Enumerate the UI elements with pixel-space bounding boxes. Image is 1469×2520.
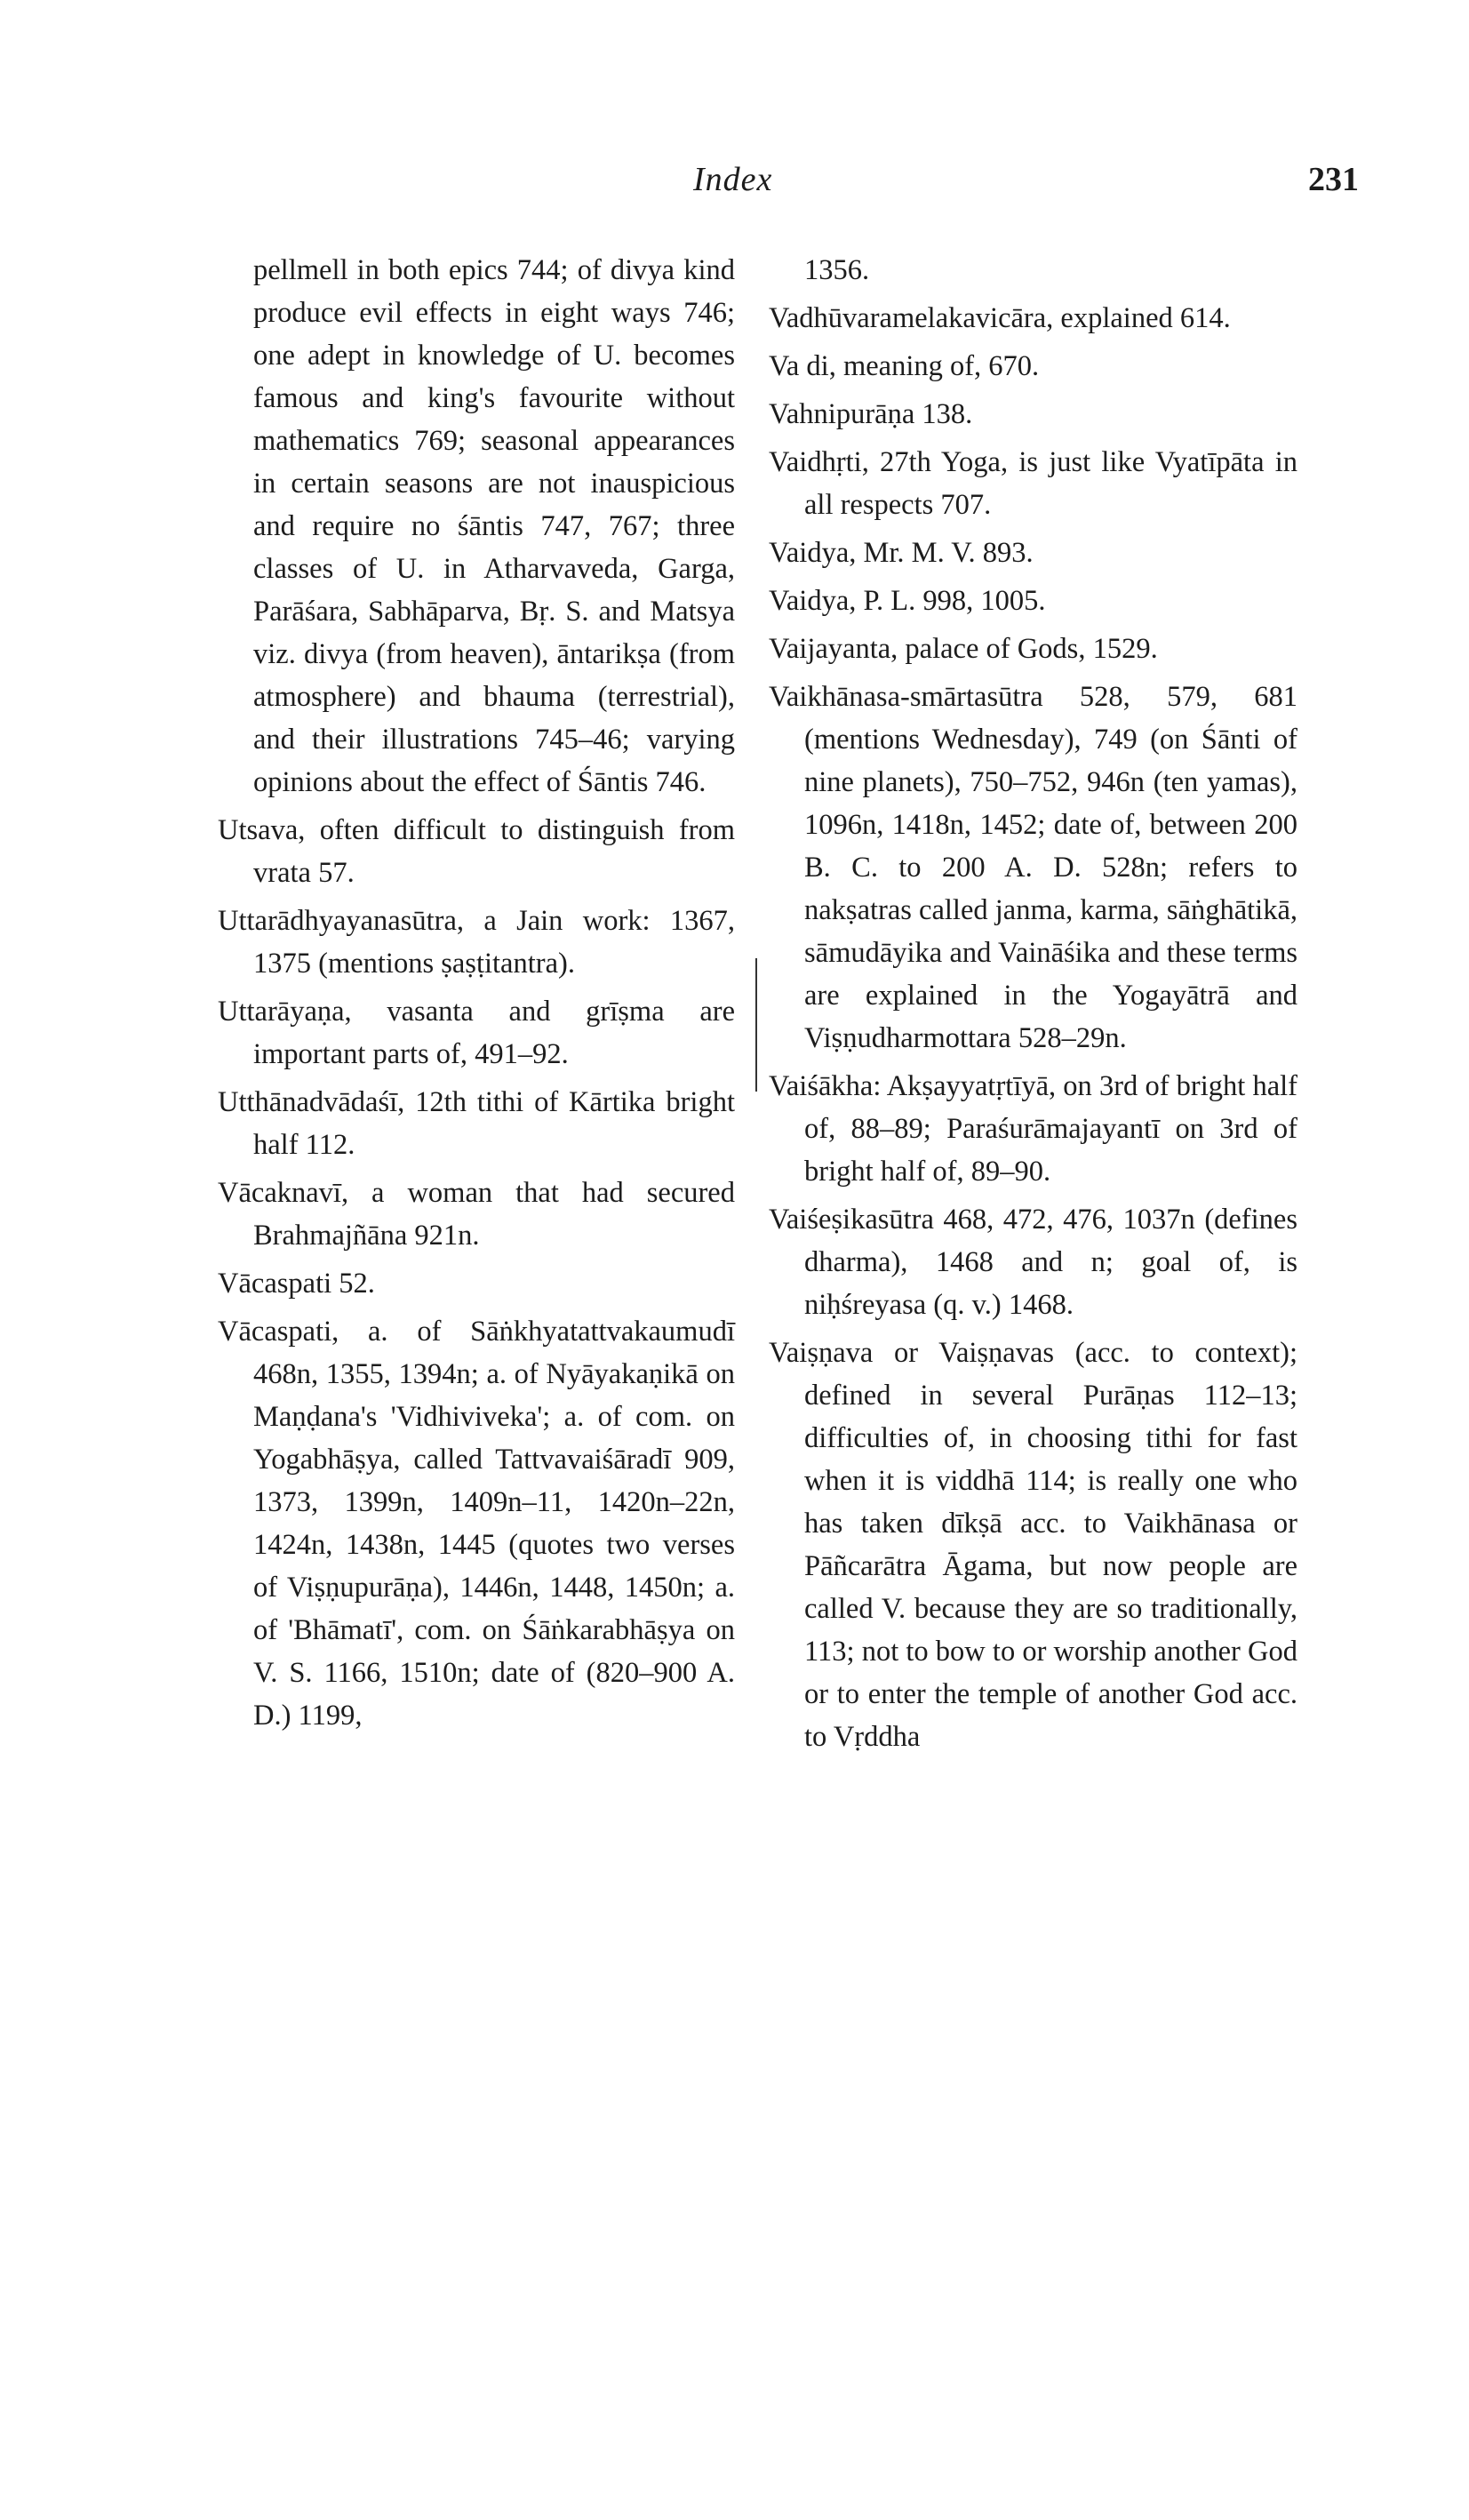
- index-entry-uttaradhyayanasutra: Uttarādhyayanasūtra, a Jain work: 1367, 1375 (mentions ṣaṣṭitantra).: [218, 905, 735, 980]
- index-entry-va-di: Va di, meaning of, 670.: [769, 350, 1040, 382]
- index-entry-vadhuvaramelakavicara: Vadhūvaramelakavicāra, explained 614.: [769, 302, 1231, 334]
- index-entry-vaidya-pl: Vaidya, P. L. 998, 1005.: [769, 585, 1046, 617]
- index-entry-vaisakha: Vaiśākha: Akṣayyatṛtīyā, on 3rd of bright half of, 88–89; Paraśurāmajayantī on 3rd of bright half of, 89–90.: [769, 1070, 1297, 1188]
- index-entry-utthanadvadasi: Utthānadvādaśī, 12th tithi of Kārtika bright half 112.: [218, 1086, 735, 1161]
- index-entry-vahnipurana: Vahnipurāṇa 138.: [769, 398, 973, 430]
- page-number: 231: [1308, 161, 1359, 198]
- running-head: [0, 160, 1469, 213]
- index-entry-vaisesikasutra: Vaiśeṣikasūtra 468, 472, 476, 1037n (defines dharma), 1468 and n; goal of, is niḥśreyasa (q. v.) 1468.: [769, 1204, 1297, 1321]
- index-entry-vacaspati: Vācaspati 52.: [218, 1268, 375, 1300]
- index-entry-vacaspati-author: Vācaspati, a. of Sāṅkhyatattvakaumudī 468n, 1355, 1394n; a. of Nyāyakaṇikā on Maṇḍana's 'Vidhiviveka'; a. of com. on Yogabhāṣya, called Tattvavaiśāradī 909, 1373, 1399n, 1409n–11, 1420n–22n, 1424n, 1438n, 1445 (quotes two verses of Viṣṇupurāṇa), 1446n, 1448, 1450n; a. of 'Bhāmatī', com. on Śāṅkarabhāṣya on V. S. 1166, 1510n; date of (820–900 A. D.) 1199,: [218, 1316, 735, 1732]
- left-column: [218, 249, 735, 1742]
- index-entry-continuation: 1356.: [804, 254, 870, 286]
- index-entry-vaijayanta: Vaijayanta, palace of Gods, 1529.: [769, 633, 1158, 665]
- index-entry-vaikhanasa: Vaikhānasa-smārtasūtra 528, 579, 681 (mentions Wednesday), 749 (on Śānti of nine planets), 750–752, 946n (ten yamas), 1096n, 1418n, 1452; date of, between 200 B. C. to 200 A. D. 528n; refers to nakṣatras called janma, karma, sāṅghātikā, sāmudāyika and Vaināśika and these terms are explained in the Yogayātrā and Viṣṇudharmottara 528–29n.: [769, 681, 1297, 1054]
- index-entry-uttarayana: Uttarāyaṇa, vasanta and grīṣma are important parts of, 491–92.: [218, 996, 735, 1070]
- right-column: [769, 249, 1297, 1764]
- index-entry-vacaknavi: Vācaknavī, a woman that had secured Brahmajñāna 921n.: [218, 1177, 735, 1252]
- index-entry-utpata-continued: pellmell in both epics 744; of divya kind produce evil effects in eight ways 746; one adept in knowledge of U. becomes famous and king's favourite without mathematics 769; seasonal appearances in certain seasons are not inauspicious and require no śāntis 747, 767; three classes of U. in Atharvaveda, Garga, Parāśara, Sabhāparva, Bṛ. S. and Matsya viz. divya (from heaven), āntarikṣa (from atmosphere) and bhauma (terrestrial), and their illustrations 745–46; varying opinions about the effect of Śāntis 746.: [253, 254, 735, 798]
- running-head-title: Index: [693, 161, 773, 198]
- index-entry-vaisnava: Vaiṣṇava or Vaiṣṇavas (acc. to context); defined in several Purāṇas 112–13; difficulties of, in choosing tithi for fast when it is viddhā 114; is really one who has taken dīkṣā acc. to Vaikhānasa or Pāñcarātra Āgama, but now people are called V. because they are so traditionally, 113; not to bow to or worship another God or to enter the temple of another God acc. to Vṛddha: [769, 1337, 1297, 1753]
- column-divider: [755, 958, 757, 1092]
- index-entry-utsava: Utsava, often difficult to distinguish from vrata 57.: [218, 814, 735, 889]
- index-entry-vaidhrti: Vaidhṛti, 27th Yoga, is just like Vyatīpāta in all respects 707.: [769, 446, 1297, 521]
- index-entry-vaidya-mv: Vaidya, Mr. M. V. 893.: [769, 537, 1034, 569]
